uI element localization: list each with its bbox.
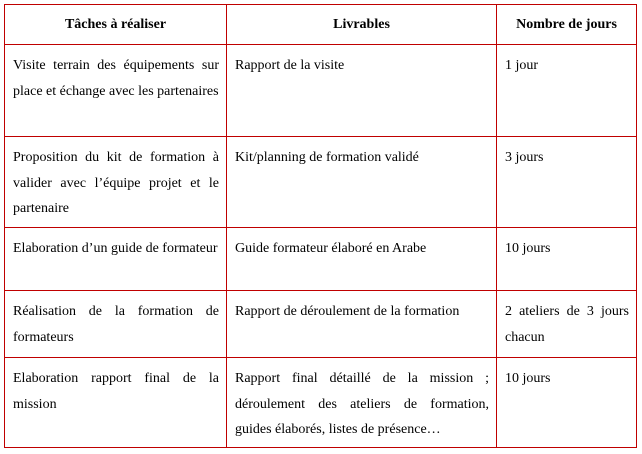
days-cell: 1 jour: [497, 45, 637, 137]
header-tasks: Tâches à réaliser: [5, 5, 227, 45]
task-cell: Réalisation de la formation de formateurs: [5, 291, 227, 358]
deliverable-cell: Guide formateur élaboré en Arabe: [227, 228, 497, 291]
table-row: [5, 137, 637, 228]
table-row: [5, 358, 637, 448]
table-row: [5, 45, 637, 137]
task-cell: Elaboration d’un guide de formateur: [5, 228, 227, 291]
deliverable-cell: Rapport final détaillé de la mission ; déroulement des ateliers de formation, guides élaborés, listes de présence…: [227, 358, 497, 448]
days-cell: 10 jours: [497, 228, 637, 291]
deliverable-cell: Rapport de la visite: [227, 45, 497, 137]
tasks-table: [4, 4, 637, 448]
header-row: [5, 5, 637, 45]
task-cell: Elaboration rapport final de la mission: [5, 358, 227, 448]
deliverable-cell: Kit/planning de formation validé: [227, 137, 497, 228]
header-days: Nombre de jours: [497, 5, 637, 45]
task-cell: Visite terrain des équipements sur place et échange avec les partenaires: [5, 45, 227, 137]
days-cell: 10 jours: [497, 358, 637, 448]
days-cell: 2 ateliers de 3 jours chacun: [497, 291, 637, 358]
header-deliverables: Livrables: [227, 5, 497, 45]
deliverable-cell: Rapport de déroulement de la formation: [227, 291, 497, 358]
days-cell: 3 jours: [497, 137, 637, 228]
table-row: [5, 228, 637, 291]
table-row: [5, 291, 637, 358]
task-cell: Proposition du kit de formation à valider avec l’équipe projet et le partenaire: [5, 137, 227, 228]
